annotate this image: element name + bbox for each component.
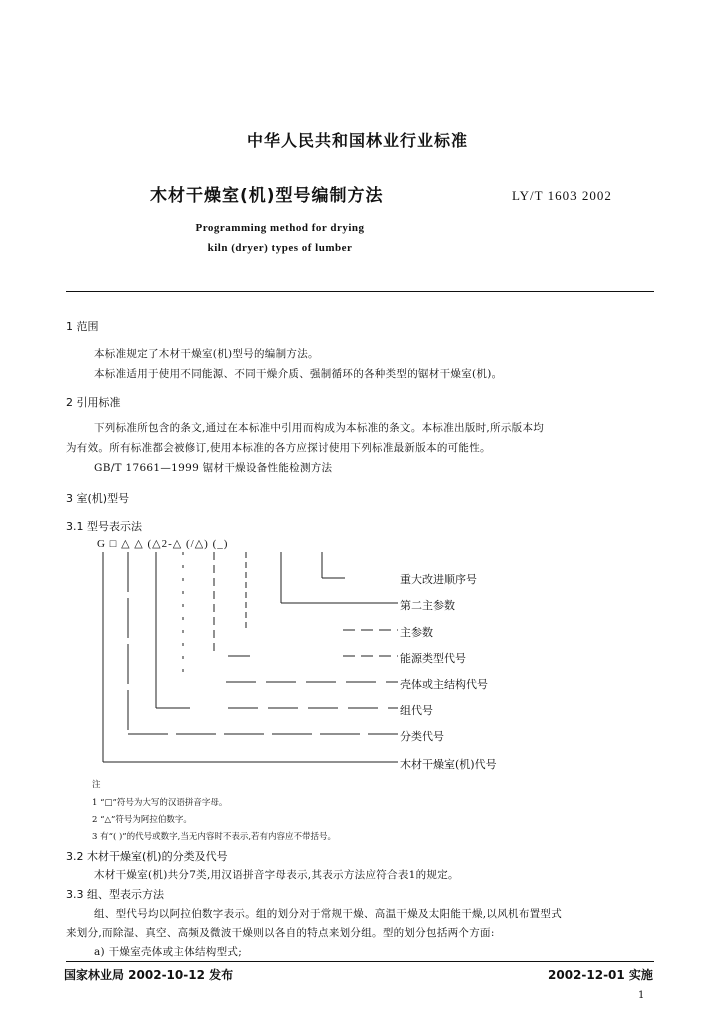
section-2-paragraph-line-2: 为有效。所有标准都会被修订,使用本标准的各方应探讨使用下列标准最新版本的可能性。 (66, 442, 491, 454)
footer-rule (66, 961, 654, 962)
type-formula: G □ △ △ (△2-△ (/△) (_) (97, 538, 229, 550)
label-main-parameter: 主参数 (400, 626, 433, 639)
section-2-paragraph-line-1: 下列标准所包含的条文,通过在本标准中引用而构成为本标准的条文。本标准出版时,所示版本均 (94, 422, 545, 434)
section-3-3-paragraph-line-2: 来划分,而除湿、真空、高频及微波干燥则以各自的特点来划分组。型的划分包括两个方面: (66, 927, 495, 939)
note-2: 2 “△”符号为阿拉伯数字。 (92, 815, 192, 825)
label-category-code: 分类代号 (400, 730, 444, 743)
section-3-3-item-a: a) 干燥室壳体或主体结构型式; (94, 946, 243, 958)
english-title-line-2: kiln (dryer) types of lumber (207, 242, 353, 254)
document-title: 木材干燥室(机)型号编制方法 (150, 186, 384, 206)
section-3-2-paragraph: 木材干燥室(机)共分7类,用汉语拼音字母表示,其表示方法应符合表1的规定。 (94, 869, 459, 881)
english-title-line-1: Programming method for drying (195, 222, 365, 234)
label-shell-structure-code: 壳体或主结构代号 (400, 678, 488, 691)
section-3-3-heading: 3.3 组、型表示方法 (66, 888, 164, 901)
section-1-paragraph-1: 本标准规定了木材干燥室(机)型号的编制方法。 (94, 348, 319, 360)
section-2-heading: 2 引用标准 (66, 396, 121, 409)
label-kiln-code: 木材干燥室(机)代号 (400, 758, 497, 771)
section-3-3-paragraph-line-1: 组、型代号均以阿拉伯数字表示。组的划分对于常规干燥、高温干燥及太阳能干燥,以风机布置型式 (94, 908, 563, 920)
label-energy-type-code: 能源类型代号 (400, 652, 466, 665)
referenced-standard: GB/T 17661—1999 锯材干燥设备性能检测方法 (94, 462, 333, 474)
section-3-2-heading: 3.2 木材干燥室(机)的分类及代号 (66, 850, 228, 863)
label-second-main-parameter: 第二主参数 (400, 599, 455, 612)
section-3-heading: 3 室(机)型号 (66, 492, 130, 505)
section-1-paragraph-2: 本标准适用于使用不同能源、不同干燥介质、强制循环的各种类型的锯材干燥室(机)。 (94, 368, 503, 380)
standard-organization: 中华人民共和国林业行业标准 (246, 131, 468, 150)
note-3: 3 有“( )”的代号或数字,当无内容时不表示,若有内容应不带括号。 (92, 832, 337, 842)
note-1: 1 “□”符号为大写的汉语拼音字母。 (92, 798, 228, 808)
section-3-1-heading: 3.1 型号表示法 (66, 520, 142, 533)
label-major-revision-number: 重大改进顺序号 (400, 573, 477, 586)
label-group-code: 组代号 (400, 704, 433, 717)
page-number: 1 (638, 990, 645, 1001)
implementation-date: 2002-12-01 实施 (548, 968, 653, 982)
section-1-heading: 1 范围 (66, 320, 99, 333)
issue-date: 国家林业局 2002-10-12 发布 (64, 968, 234, 982)
standard-code: LY/T 1603 2002 (512, 188, 612, 203)
notes-title: 注 (92, 780, 101, 790)
